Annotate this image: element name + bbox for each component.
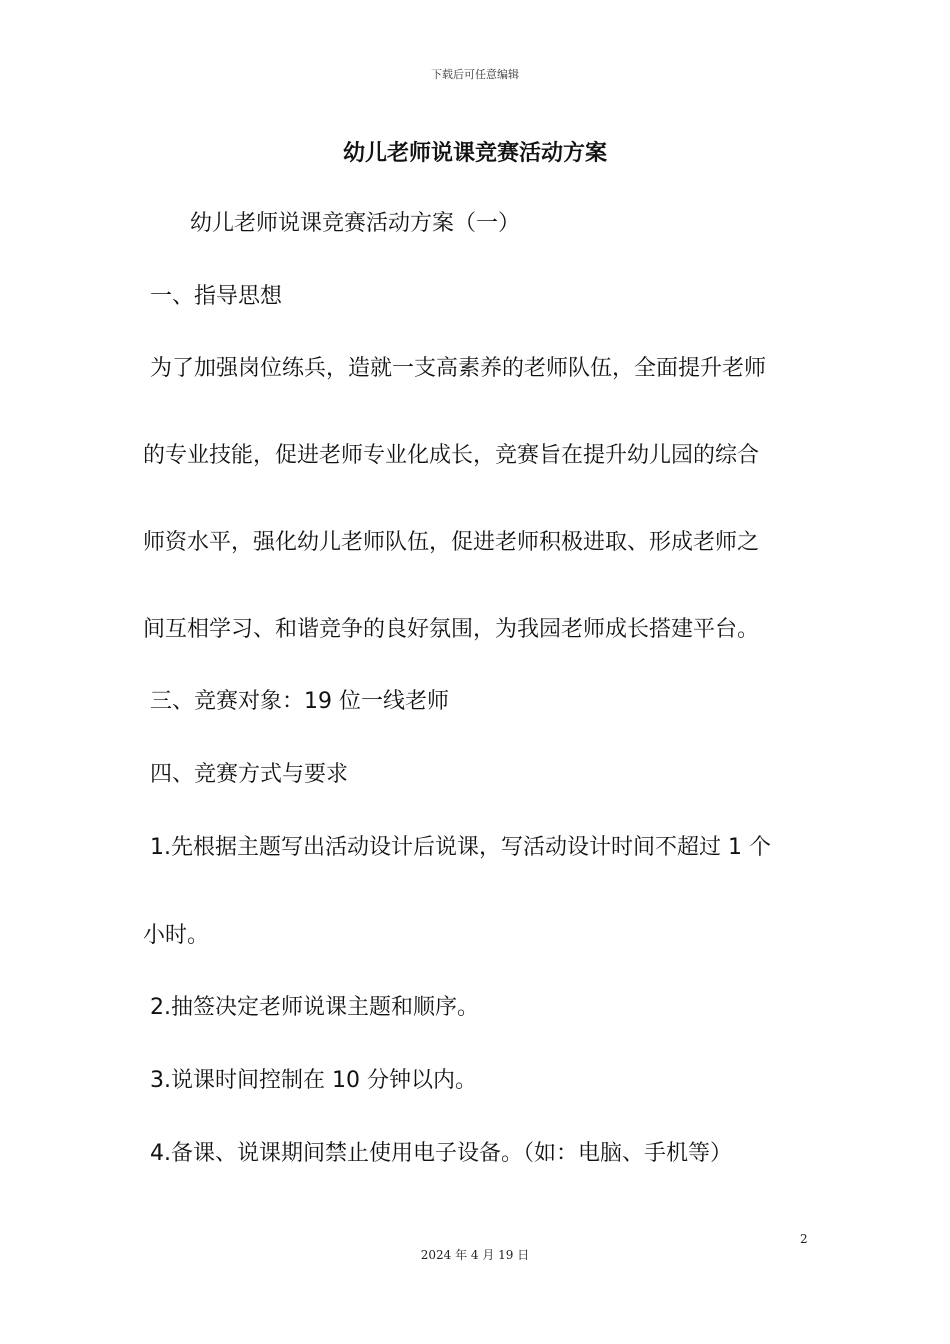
document-title: 幼儿老师说课竞赛活动方案	[342, 141, 607, 166]
section-heading-participants: 三、竞赛对象：19 位一线老师	[150, 689, 449, 714]
list-item: 1.先根据主题写出活动设计后说课，写活动设计时间不超过 1 个	[150, 835, 771, 860]
list-item: 2.抽签决定老师说课主题和顺序。	[150, 995, 479, 1020]
body-line: 间互相学习、和谐竞争的良好氛围，为我园老师成长搭建平台。	[143, 617, 760, 642]
subtitle-line: 幼儿老师说课竞赛活动方案（一）	[190, 211, 521, 236]
body-line: 为了加强岗位练兵，造就一支高素养的老师队伍，全面提升老师	[150, 356, 767, 381]
list-item: 3.说课时间控制在 10 分钟以内。	[150, 1068, 477, 1093]
section-heading-guiding-ideology: 一、指导思想	[150, 284, 283, 309]
body-line: 师资水平，强化幼儿老师队伍，促进老师积极进取、形成老师之	[143, 530, 760, 555]
list-item-continuation: 小时。	[143, 923, 210, 948]
body-line: 的专业技能，促进老师专业化成长，竞赛旨在提升幼儿园的综合	[143, 443, 760, 468]
section-heading-format: 四、竞赛方式与要求	[150, 762, 349, 787]
list-item: 4.备课、说课期间禁止使用电子设备。（如：电脑、手机等）	[150, 1141, 732, 1166]
page-number: 2	[800, 1232, 808, 1246]
header-note: 下载后可任意编辑	[431, 68, 519, 81]
footer-date: 2024 年 4 月 19 日	[420, 1248, 530, 1262]
